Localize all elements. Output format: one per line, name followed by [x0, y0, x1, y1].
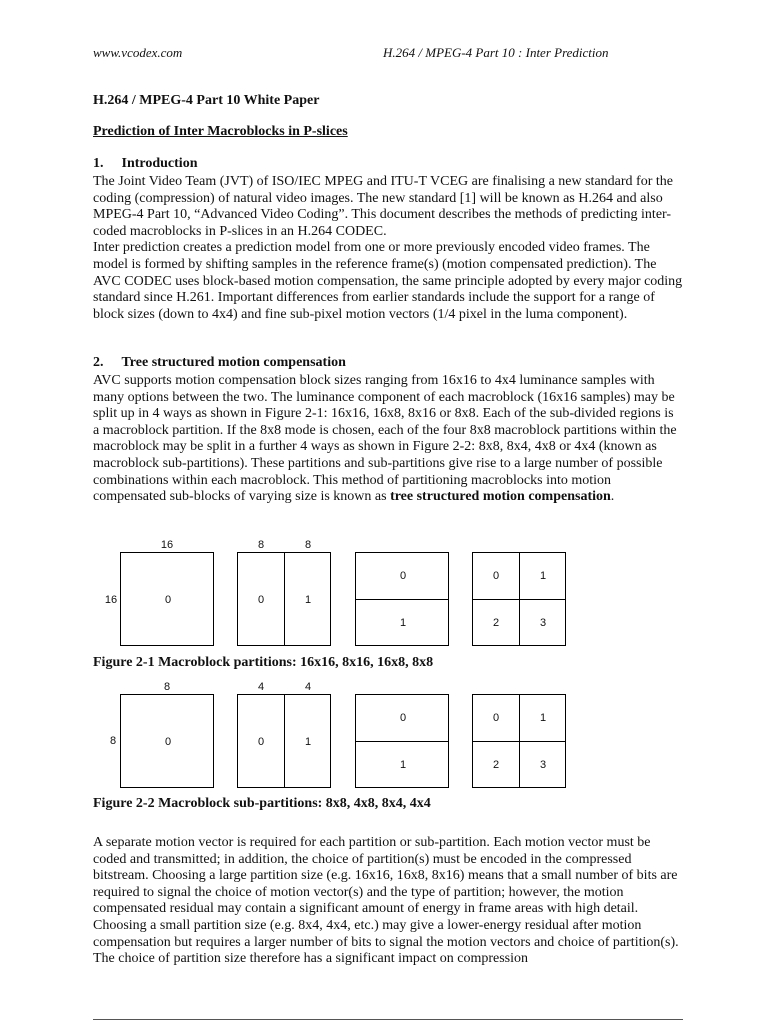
section-1-heading [93, 156, 683, 173]
section-1-number: 1. [93, 156, 104, 171]
partition-label: 1 [399, 617, 407, 629]
figure-2-2-caption: Figure 2-2 Macroblock sub-partitions: 8x8, 4x8, 8x4, 4x4 [93, 796, 431, 811]
partition-label: 0 [492, 712, 500, 724]
section-2-heading [93, 355, 683, 372]
sub-partition-8x8 [120, 694, 214, 788]
partition-16x16 [120, 552, 214, 646]
partition-label: 2 [492, 759, 500, 771]
closing-paragraph [93, 835, 683, 968]
footer-rule [93, 1019, 683, 1020]
dim-label-split-b: 8 [304, 539, 312, 551]
section-1-body [93, 174, 683, 323]
partition-label: 0 [399, 570, 407, 582]
figure-2-1 [0, 536, 768, 646]
sub-partition-8x4 [355, 694, 449, 788]
partition-label: 0 [257, 594, 265, 606]
partition-16x8 [355, 552, 449, 646]
partition-8x16 [237, 552, 331, 646]
partition-label: 1 [399, 759, 407, 771]
partition-label: 1 [304, 594, 312, 606]
partition-label: 0 [164, 594, 172, 606]
tree-mc-end: . [610, 489, 615, 505]
dim-label-top: 8 [163, 681, 171, 693]
dim-label-top: 16 [160, 539, 174, 551]
partition-size-paragraph: A separate motion vector is required for each partition or sub-partition. Each motion vector must be coded and transmitted; in addition, the choice of partition(s) must be encoded in the compressed bitstream. Choosing a large partition size (e.g. 16x16, 16x8, 8x16) means that a small number of bits are required to signal the choice of motion vector(s) and the type of partition; however, the motion compensated residual may contain a significant amount of energy in frame areas with high detail. Choosing a small partition size (e.g. 8x4, 4x4, etc.) may give a lower-energy residual after motion compensation but requires a larger number of bits to signal the motion vectors and choice of partition(s). The choice of partition size therefore has a significant impact on compression [93, 835, 679, 967]
figure-2-2 [0, 678, 768, 788]
partition-label: 2 [492, 617, 500, 629]
partition-label: 1 [304, 736, 312, 748]
paper-title: H.264 / MPEG-4 Part 10 White Paper [93, 93, 320, 108]
partition-label: 1 [539, 570, 547, 582]
tree-mc-paragraph [93, 373, 683, 506]
dim-label-split-a: 8 [257, 539, 265, 551]
dim-label-left: 8 [109, 735, 117, 747]
tree-mc-text: AVC supports motion compensation block sizes ranging from 16x16 to 4x4 luminance samples with many options between the two. The luminance component of each macroblock (16x16 samples) may be split up in 4 ways as shown in Figure 2-1: 16x16, 16x8, 8x16 or 8x8. Each of the sub-divided regions is a macroblock partition. If the 8x8 mode is chosen, each of the four 8x8 macroblock partitions within the macroblock may be split in a further 4 ways as shown in Figure 2-2: 8x8, 8x4, 4x8 or 4x4 (known as macroblock sub-partitions). These partitions and sub-partitions give rise to a large number of possible combinations within each macroblock. This method of partitioning macroblocks into motion compensated sub-blocks of varying size is known as [93, 373, 677, 505]
section-2-number: 2. [93, 355, 104, 370]
sub-partition-4x8 [237, 694, 331, 788]
partition-label: 0 [492, 570, 500, 582]
dim-label-split-b: 4 [304, 681, 312, 693]
partition-label: 0 [399, 712, 407, 724]
partition-label: 3 [539, 759, 547, 771]
dim-label-left: 16 [104, 594, 118, 606]
section-2-body [93, 373, 683, 506]
intro-paragraph-2: Inter prediction creates a prediction model from one or more previously encoded video frames. The model is formed by shifting samples in the reference frame(s) (motion compensated prediction). The AVC CODEC uses block-based motion compensation, the same principle adopted by every major coding standard since H.261. Important differences from earlier standards include the support for a range of block sizes (down to 4x4) and fine sub-pixel motion vectors (1/4 pixel in the luma component). [93, 240, 683, 322]
partition-label: 3 [539, 617, 547, 629]
header-site-url[interactable]: www.vcodex.com [93, 45, 183, 60]
tree-mc-term: tree structured motion compensation [390, 489, 611, 505]
header-doc-title: H.264 / MPEG-4 Part 10 : Inter Prediction [383, 45, 609, 60]
paper-subtitle: Prediction of Inter Macroblocks in P-slices [93, 124, 348, 139]
partition-8x8 [472, 552, 566, 646]
section-2-title: Tree structured motion compensation [121, 355, 346, 370]
section-1-title: Introduction [121, 156, 198, 171]
partition-label: 1 [539, 712, 547, 724]
figure-2-1-caption: Figure 2-1 Macroblock partitions: 16x16, 8x16, 16x8, 8x8 [93, 655, 434, 670]
sub-partition-4x4 [472, 694, 566, 788]
partition-label: 0 [257, 736, 265, 748]
dim-label-split-a: 4 [257, 681, 265, 693]
intro-paragraph-1: The Joint Video Team (JVT) of ISO/IEC MPEG and ITU-T VCEG are finalising a new standard for the coding (compression) of natural video images. The new standard [1] will be known as H.264 and also MPEG-4 Part 10, “Advanced Video Coding”. This document describes the methods of predicting inter-coded macroblocks in P-slices in an H.264 CODEC. [93, 174, 673, 239]
partition-label: 0 [164, 736, 172, 748]
